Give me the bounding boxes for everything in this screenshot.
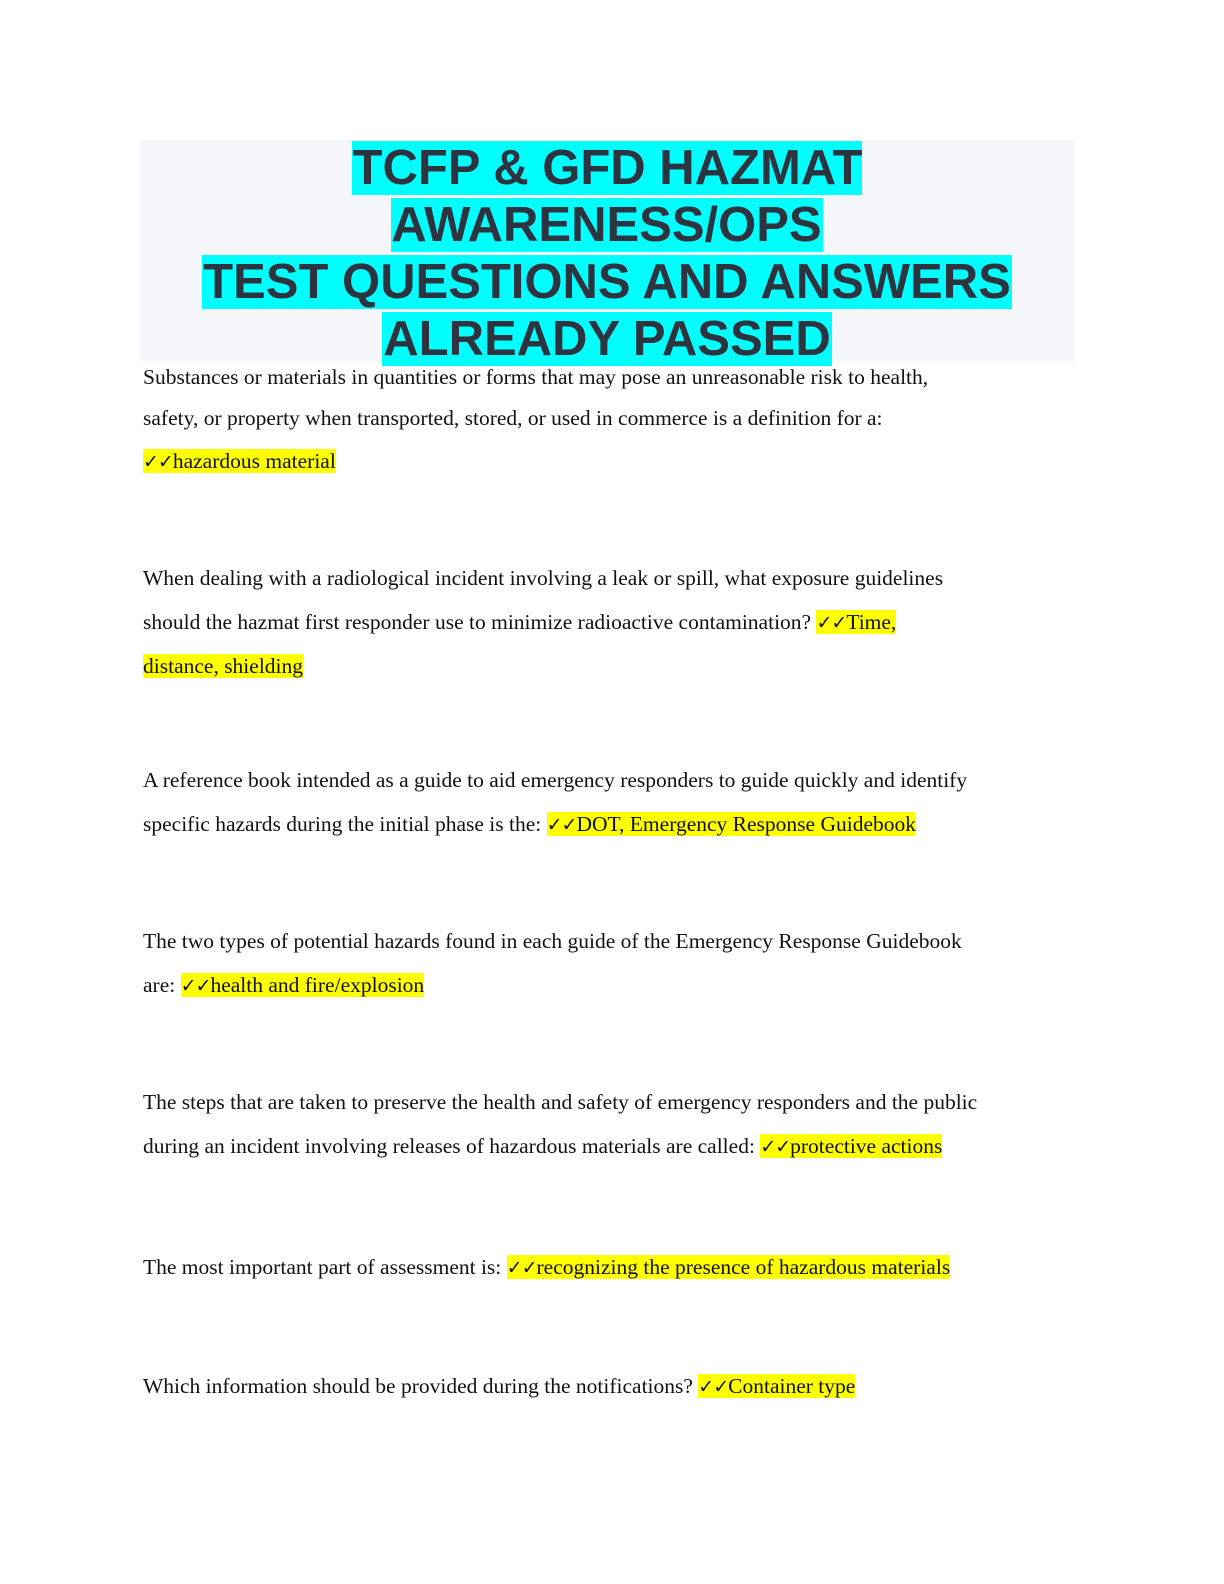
check-mark-icon: ✓✓ <box>698 1376 729 1398</box>
question-1-line-1: Substances or materials in quantities or forms that may pose an unreasonable risk to health, <box>143 365 929 389</box>
answer-3: DOT, Emergency Response Guidebook <box>576 812 917 836</box>
question-5-line-1: The steps that are taken to preserve the health and safety of emergency responders and the public <box>143 1090 978 1114</box>
answer-4: health and fire/explosion <box>210 973 425 997</box>
question-2-line-2 <box>143 607 1078 651</box>
question-6-text: The most important part of assessment is: <box>143 1255 507 1279</box>
qa-item-6 <box>143 1252 1078 1283</box>
question-7-line-1 <box>143 1371 1078 1402</box>
question-2-line-1: When dealing with a radiological incident involving a leak or spill, what exposure guidelines <box>143 566 944 590</box>
question-4-text: are: <box>143 973 181 997</box>
check-mark-icon: ✓✓ <box>546 814 577 836</box>
answer-1: hazardous material <box>172 449 336 473</box>
answer-3-highlight <box>547 812 916 836</box>
qa-item-1 <box>143 362 1078 477</box>
answer-4-highlight <box>181 973 425 997</box>
answer-6: recognizing the presence of hazardous materials <box>536 1255 951 1279</box>
title-line-2 <box>140 254 1074 311</box>
answer-1-highlight <box>143 449 336 473</box>
title-line-3 <box>140 311 1074 368</box>
title-line-1 <box>140 140 1074 254</box>
qa-item-3 <box>143 765 1078 840</box>
answer-1-line <box>143 446 1078 477</box>
title-text-3: ALREADY PASSED <box>383 312 831 366</box>
check-mark-icon: ✓✓ <box>760 1136 791 1158</box>
answer-2-part-2: distance, shielding <box>143 654 304 678</box>
question-1-line-2: safety, or property when transported, stored, or used in commerce is a definition for a: <box>143 406 883 430</box>
qa-item-5 <box>143 1087 1078 1162</box>
answer-2-part-1: Time, <box>846 610 897 634</box>
question-4-line-1: The two types of potential hazards found in each guide of the Emergency Response Guidebook <box>143 929 962 953</box>
check-mark-icon: ✓✓ <box>816 612 847 634</box>
qa-item-2 <box>143 563 1078 681</box>
question-7-text: Which information should be provided during the notifications? <box>143 1374 699 1398</box>
answer-2-highlight-a <box>816 610 896 634</box>
question-3-line-2 <box>143 809 1078 840</box>
question-2-text: should the hazmat first responder use to minimize radioactive contamination? <box>143 610 817 634</box>
question-6-line-1 <box>143 1252 1078 1283</box>
check-mark-icon: ✓✓ <box>506 1257 537 1279</box>
title-block <box>140 140 1074 366</box>
check-mark-icon: ✓✓ <box>180 975 211 997</box>
answer-7-highlight <box>698 1374 855 1398</box>
title-text-1: TCFP & GFD HAZMAT AWARENESS/OPS <box>352 141 863 252</box>
question-3-text: specific hazards during the initial phase is the: <box>143 812 547 836</box>
answer-5-highlight <box>760 1134 942 1158</box>
check-mark-icon: ✓✓ <box>143 451 173 473</box>
answer-5: protective actions <box>790 1134 943 1158</box>
question-3-line-1: A reference book intended as a guide to aid emergency responders to guide quickly and identify <box>143 768 968 792</box>
answer-7: Container type <box>728 1374 856 1398</box>
qa-item-4 <box>143 926 1078 1001</box>
question-5-text: during an incident involving releases of hazardous materials are called: <box>143 1134 761 1158</box>
answer-6-highlight <box>507 1255 951 1279</box>
question-5-line-2 <box>143 1131 1078 1162</box>
answer-2-line-2 <box>143 651 1078 681</box>
question-4-line-2 <box>143 970 1078 1001</box>
title-text-2: TEST QUESTIONS AND ANSWERS <box>203 255 1011 309</box>
qa-item-7 <box>143 1371 1078 1402</box>
